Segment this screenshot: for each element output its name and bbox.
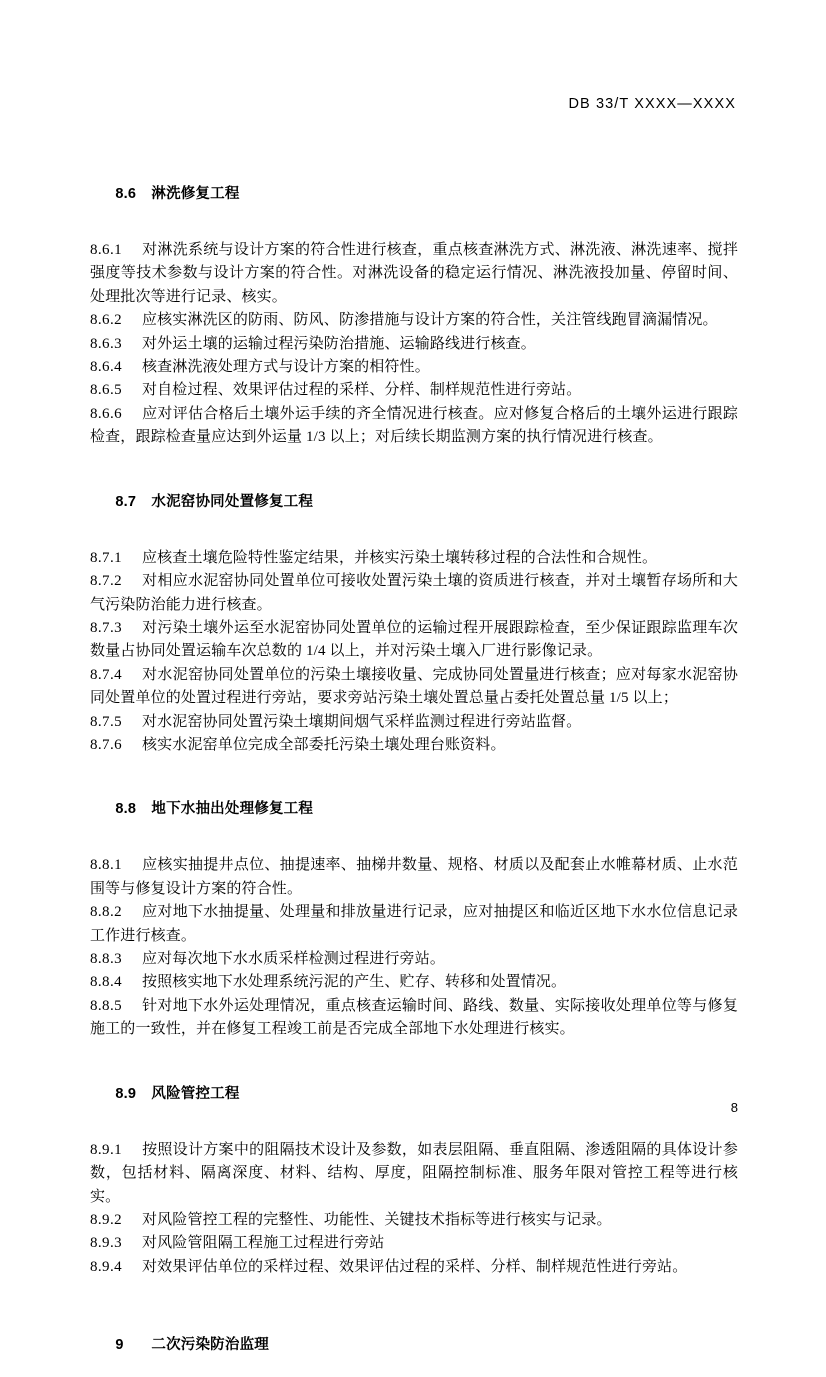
clause-number: 8.6.5 [90, 382, 122, 399]
clause-text: 核查淋洗液处理方式与设计方案的相符性。 [142, 359, 430, 376]
clause-text: 对风险管控工程的完整性、功能性、关键技术指标等进行核实与记录。 [142, 1211, 612, 1228]
clause-8-8-5 [90, 995, 738, 1042]
standard-code: DB 33/T XXXX—XXXX [568, 96, 736, 112]
clause-8-9-1 [90, 1139, 738, 1209]
clause-text: 对自检过程、效果评估过程的采样、分样、制样规范性进行旁站。 [142, 382, 582, 399]
document-body [90, 163, 738, 1377]
clause-text: 核实水泥窑单位完成全部委托污染土壤处理台账资料。 [142, 737, 506, 753]
clause-text: 按照设计方案中的阻隔技术设计及参数，如表层阻隔、垂直阻隔、渗透阻隔的具体设计参数，包括材料、隔离深度、材料、结构、厚度，阻隔控制标准、服务年限对管控工程等进行核实。 [90, 1141, 738, 1205]
clause-number: 8.9.2 [90, 1211, 122, 1228]
clause-number: 8.6.6 [90, 405, 122, 422]
section-heading-8-9 [90, 1063, 738, 1126]
clause-number: 8.7.6 [90, 737, 122, 753]
clause-number: 8.6.1 [90, 242, 122, 259]
clause-text: 对水泥窑协同处置单位的污染土壤接收量、完成协同处置量进行核查；应对每家水泥窑协同处置单位的处置过程进行旁站，要求旁站污染土壤处置总量占委托处置总量 1/5 以上； [90, 666, 738, 707]
section-heading-9 [90, 1314, 738, 1377]
clause-text: 应核实抽提井点位、抽提速率、抽梯井数量、规格、材质以及配套止水帷幕材质、止水范围等与修复设计方案的符合性。 [90, 857, 738, 897]
section-number-8-9: 8.9 [115, 1085, 137, 1102]
clause-8-9-4 [90, 1256, 738, 1279]
clause-8-7-5 [90, 711, 738, 734]
clause-number: 8.9.1 [90, 1141, 122, 1158]
clause-8-6-5 [90, 379, 738, 402]
clause-text: 应核查土壤危险特性鉴定结果，并核实污染土壤转移过程的合法性和合规性。 [142, 549, 658, 566]
clause-text: 对淋洗系统与设计方案的符合性进行核查，重点核查淋洗方式、淋洗液、淋洗速率、搅拌强度等技术参数与设计方案的符合性。对淋洗设备的稳定运行情况、淋洗液投加量、停留时间、处理批次等进行记录、核实。 [90, 242, 738, 305]
section-number-8-7: 8.7 [115, 493, 137, 510]
clause-8-6-6 [90, 403, 738, 450]
clause-8-7-3 [90, 617, 738, 664]
clause-number: 8.8.5 [90, 997, 122, 1014]
clause-8-7-4 [90, 664, 738, 711]
clause-text: 对污染土壤外运至水泥窑协同处置单位的运输过程开展跟踪检查，至少保证跟踪监理车次数量占协同处置运输车次总数的 1/4 以上，并对污染土壤入厂进行影像记录。 [90, 619, 738, 660]
section-title-9: 二次污染防治监理 [151, 1337, 269, 1354]
clause-8-6-4 [90, 356, 738, 379]
clause-number: 8.7.2 [90, 573, 122, 590]
clause-8-9-3 [90, 1232, 738, 1255]
clause-8-9-2 [90, 1209, 738, 1232]
clause-number: 8.7.4 [90, 666, 122, 683]
clause-text: 按照核实地下水处理系统污泥的产生、贮存、转移和处置情况。 [142, 974, 567, 991]
section-number-9: 9 [115, 1337, 124, 1354]
clause-8-8-2 [90, 901, 738, 948]
clause-number: 8.7.5 [90, 713, 122, 730]
clause-number: 8.8.4 [90, 974, 122, 991]
section-title-8-8: 地下水抽出处理修复工程 [151, 801, 314, 818]
clause-number: 8.7.3 [90, 619, 122, 636]
clause-8-8-1 [90, 854, 738, 901]
clause-number: 8.6.4 [90, 359, 122, 376]
section-heading-8-6 [90, 163, 738, 226]
clause-8-7-6 [90, 734, 738, 757]
clause-8-8-4 [90, 971, 738, 994]
clause-8-7-2 [90, 570, 738, 617]
running-header [90, 96, 736, 118]
section-heading-8-7 [90, 471, 738, 534]
section-heading-8-8 [90, 778, 738, 841]
clause-number: 8.9.4 [90, 1258, 122, 1275]
section-number-8-6: 8.6 [115, 186, 137, 203]
clause-number: 8.8.1 [90, 857, 122, 874]
clause-8-6-3 [90, 333, 738, 356]
section-title-8-7: 水泥窑协同处置修复工程 [151, 493, 314, 510]
clause-text: 应对地下水抽提量、处理量和排放量进行记录，应对抽提区和临近区地下水水位信息记录工作进行核查。 [90, 904, 738, 944]
section-title-8-6: 淋洗修复工程 [151, 186, 240, 203]
clause-text: 对相应水泥窑协同处置单位可接收处置污染土壤的资质进行核查，并对土壤暂存场所和大气污染防治能力进行核查。 [90, 573, 738, 613]
clause-text: 对水泥窑协同处置污染土壤期间烟气采样监测过程进行旁站监督。 [142, 713, 582, 730]
clause-8-6-2 [90, 309, 738, 332]
clause-8-6-1 [90, 239, 738, 309]
clause-text: 应核实淋洗区的防雨、防风、防渗措施与设计方案的符合性，关注管线跑冒滴漏情况。 [142, 312, 718, 329]
clause-8-7-1 [90, 547, 738, 570]
section-number-8-8: 8.8 [115, 801, 137, 818]
clause-number: 8.6.3 [90, 335, 122, 352]
clause-text: 针对地下水外运处理情况，重点核查运输时间、路线、数量、实际接收处理单位等与修复施工的一致性，并在修复工程竣工前是否完成全部地下水处理进行核实。 [90, 997, 738, 1038]
clause-number: 8.8.2 [90, 904, 122, 921]
clause-number: 8.8.3 [90, 951, 122, 968]
clause-number: 8.7.1 [90, 549, 122, 566]
clause-8-8-3 [90, 948, 738, 971]
clause-text: 对风险管阻隔工程施工过程进行旁站 [142, 1235, 385, 1252]
section-title-8-9: 风险管控工程 [151, 1085, 240, 1102]
clause-text: 对外运土壤的运输过程污染防治措施、运输路线进行核查。 [142, 335, 536, 352]
clause-number: 8.6.2 [90, 312, 122, 329]
clause-text: 应对评估合格后土壤外运手续的齐全情况进行核查。应对修复合格后的土壤外运进行跟踪检查，跟踪检查量应达到外运量 1/3 以上；对后续长期监测方案的执行情况进行核查。 [90, 405, 738, 446]
clause-text: 应对每次地下水水质采样检测过程进行旁站。 [142, 951, 446, 968]
clause-number: 8.9.3 [90, 1235, 122, 1252]
clause-text: 对效果评估单位的采样过程、效果评估过程的采样、分样、制样规范性进行旁站。 [142, 1258, 688, 1275]
page-number: 8 [730, 1100, 738, 1115]
